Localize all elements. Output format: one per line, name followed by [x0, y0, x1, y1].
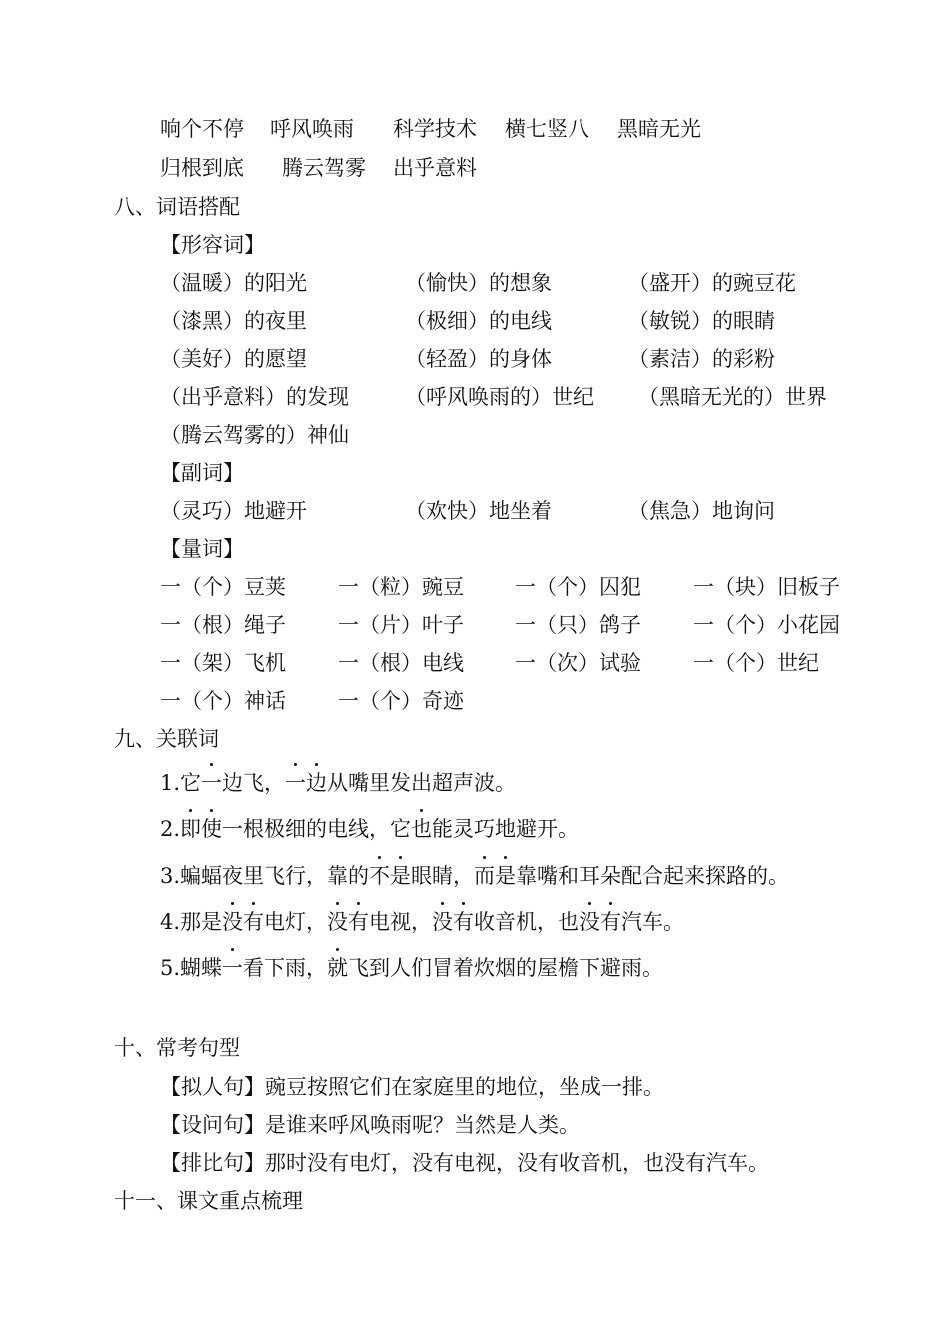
sentence-text: 2. — [160, 817, 181, 841]
collocation: （温暖）的阳光 — [160, 271, 307, 295]
measure-phrase: 一（粒）豌豆 — [338, 575, 464, 599]
measure-phrase: 一（只）鸽子 — [515, 613, 641, 637]
emphasized-conjunction: 没 — [327, 910, 349, 934]
conjunction-sentence — [160, 770, 516, 796]
collocation: （轻盈）的身体 — [405, 347, 552, 371]
collocation: （欢快）地坐着 — [405, 499, 552, 523]
measure-phrase: 一（根）绳子 — [160, 613, 286, 637]
idiom: 科学技术 — [393, 117, 477, 141]
collocation: （出乎意料）的发现 — [160, 385, 349, 409]
emphasized-conjunction: 是 — [495, 864, 517, 888]
section-heading-10: 十、常考句型 — [114, 1036, 240, 1060]
measure-phrase: 一（块）旧板子 — [693, 575, 840, 599]
measure-phrase: 一（次）试验 — [515, 651, 641, 675]
section-heading-8: 八、词语搭配 — [114, 195, 240, 219]
collocation: （焦急）地询问 — [628, 499, 775, 523]
idiom: 出乎意料 — [393, 156, 477, 180]
emphasized-conjunction: 没 — [432, 910, 454, 934]
measure-phrase: 一（个）世纪 — [693, 651, 819, 675]
sentence-text: 3.蝙蝠夜里飞行，靠的 — [160, 864, 370, 888]
sentence-pattern-text: 那时没有电灯，没有电视，没有收音机，也没有汽车。 — [265, 1151, 769, 1175]
sentence-text: 5.蝴蝶 — [160, 956, 223, 980]
sentence-pattern-text: 是谁来呼风唤雨呢？当然是人类。 — [265, 1113, 580, 1137]
conjunction-sentence — [160, 816, 579, 842]
measure-word-label: 【量词】 — [160, 537, 244, 561]
sentence-text: 眼睛， — [411, 864, 475, 888]
sentence-text: 从嘴里发出超声波。 — [327, 771, 517, 795]
emphasized-conjunction: 一 — [222, 956, 244, 980]
adjective-label: 【形容词】 — [160, 233, 265, 257]
sentence-text: 电灯， — [264, 910, 328, 934]
emphasized-conjunction: 一 — [201, 771, 223, 795]
collocation: （呼风唤雨的）世纪 — [405, 385, 594, 409]
idiom: 横七竖八 — [505, 117, 589, 141]
collocation: （漆黑）的夜里 — [160, 309, 307, 333]
sentence-text: 1.它 — [160, 771, 202, 795]
measure-phrase: 一（个）神话 — [160, 689, 286, 713]
emphasized-conjunction: 就 — [327, 956, 349, 980]
collocation: （极细）的电线 — [405, 309, 552, 333]
adverb-label: 【副词】 — [160, 461, 244, 485]
measure-phrase: 一（个）豆荚 — [160, 575, 286, 599]
collocation: （素洁）的彩粉 — [628, 347, 775, 371]
idiom: 归根到底 — [160, 156, 244, 180]
section-heading-9: 九、关联词 — [114, 727, 219, 751]
emphasized-conjunction: 没 — [579, 910, 601, 934]
emphasized-conjunction: 是 — [390, 864, 412, 888]
idiom: 腾云驾雾 — [282, 156, 366, 180]
emphasized-conjunction: 而 — [474, 864, 496, 888]
sentence-pattern — [160, 1074, 664, 1100]
sentence-pattern-label: 【设问句】 — [160, 1113, 265, 1137]
sentence-pattern-label: 【排比句】 — [160, 1151, 265, 1175]
collocation: （盛开）的豌豆花 — [628, 271, 796, 295]
sentence-text: 汽车。 — [621, 910, 685, 934]
emphasized-conjunction: 也 — [411, 817, 433, 841]
measure-phrase: 一（个）奇迹 — [338, 689, 464, 713]
measure-phrase: 一（个）小花园 — [693, 613, 840, 637]
emphasized-conjunction: 不 — [369, 864, 391, 888]
sentence-text: 靠嘴和耳朵配合起来探路的。 — [516, 864, 790, 888]
sentence-text: 一根极细的电线，它 — [222, 817, 412, 841]
idiom: 呼风唤雨 — [270, 117, 354, 141]
sentence-text: 能灵巧地避开。 — [432, 817, 580, 841]
measure-phrase: 一（片）叶子 — [338, 613, 464, 637]
sentence-text: 4.那是 — [160, 910, 223, 934]
measure-phrase: 一（根）电线 — [338, 651, 464, 675]
collocation: （腾云驾雾的）神仙 — [160, 423, 349, 447]
measure-phrase: 一（架）飞机 — [160, 651, 286, 675]
collocation: （灵巧）地避开 — [160, 499, 307, 523]
idiom: 黑暗无光 — [617, 117, 701, 141]
emphasized-conjunction: 一 — [285, 771, 307, 795]
emphasized-conjunction: 有 — [453, 910, 475, 934]
sentence-text: 边飞， — [222, 771, 286, 795]
conjunction-sentence — [160, 909, 684, 935]
emphasized-conjunction: 有 — [243, 910, 265, 934]
sentence-pattern — [160, 1112, 580, 1138]
sentence-text: 电视， — [369, 910, 433, 934]
collocation: （美好）的愿望 — [160, 347, 307, 371]
conjunction-sentence — [160, 863, 789, 889]
sentence-pattern-label: 【拟人句】 — [160, 1075, 265, 1099]
sentence-text: 飞到人们冒着炊烟的屋檐下避雨。 — [348, 956, 664, 980]
measure-phrase: 一（个）囚犯 — [515, 575, 641, 599]
collocation: （愉快）的想象 — [405, 271, 552, 295]
sentence-text: 看下雨， — [243, 956, 328, 980]
emphasized-conjunction: 没 — [222, 910, 244, 934]
idiom: 响个不停 — [160, 117, 244, 141]
emphasized-conjunction: 有 — [600, 910, 622, 934]
sentence-pattern-text: 豌豆按照它们在家庭里的地位，坐成一排。 — [265, 1075, 664, 1099]
emphasized-conjunction: 有 — [348, 910, 370, 934]
sentence-text: 收音机，也 — [474, 910, 580, 934]
emphasized-conjunction: 即 — [180, 817, 202, 841]
emphasized-conjunction: 使 — [201, 817, 223, 841]
emphasized-conjunction: 边 — [306, 771, 328, 795]
section-heading-11: 十一、课文重点梳理 — [114, 1189, 303, 1213]
collocation: （黑暗无光的）世界 — [638, 385, 827, 409]
collocation: （敏锐）的眼睛 — [628, 309, 775, 333]
sentence-pattern — [160, 1150, 769, 1176]
conjunction-sentence — [160, 955, 663, 981]
